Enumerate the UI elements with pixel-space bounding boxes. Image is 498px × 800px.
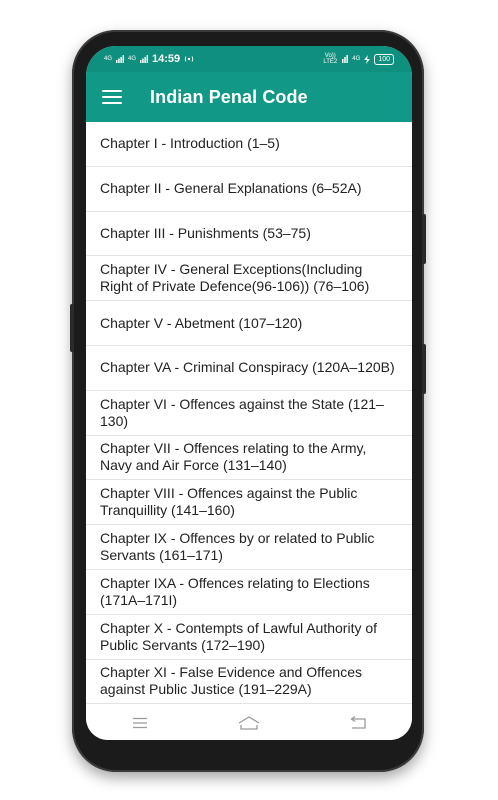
chapter-item[interactable]: Chapter I - Introduction (1–5) — [86, 122, 412, 167]
signal-icon — [116, 55, 124, 63]
chapter-item[interactable]: Chapter IV - General Exceptions(Including Right of Private Defence(96-106)) (76–106) — [86, 256, 412, 301]
chapter-item[interactable]: Chapter II - General Explanations (6–52A) — [86, 167, 412, 212]
chapter-item[interactable]: Chapter VA - Criminal Conspiracy (120A–120B) — [86, 346, 412, 391]
status-bar — [86, 46, 412, 72]
chapter-item[interactable]: Chapter VI - Offences against the State (121–130) — [86, 391, 412, 436]
hamburger-menu-icon[interactable] — [102, 90, 122, 104]
battery-indicator: 100 — [374, 54, 394, 65]
chapter-item[interactable]: Chapter III - Punishments (53–75) — [86, 212, 412, 257]
clock: 14:59 — [152, 53, 181, 65]
system-nav-bar — [86, 706, 412, 740]
app-title: Indian Penal Code — [150, 86, 308, 107]
chapter-item[interactable]: Chapter VII - Offences relating to the Army, Navy and Air Force (131–140) — [86, 436, 412, 481]
power-button — [422, 214, 426, 264]
chapter-item[interactable]: Chapter VIII - Offences against the Public Tranquillity (141–160) — [86, 480, 412, 525]
charging-icon — [364, 55, 370, 64]
hotspot-icon — [184, 55, 194, 63]
network-indicator-3: 4G — [352, 56, 361, 62]
phone-screen — [86, 46, 412, 740]
chapter-item[interactable]: Chapter X - Contempts of Lawful Authority of Public Servants (172–190) — [86, 615, 412, 660]
chapter-item[interactable]: Chapter XI - False Evidence and Offences against Public Justice (191–229A) — [86, 660, 412, 705]
network-indicator-1: 4G — [104, 56, 113, 62]
side-button — [422, 344, 426, 394]
signal-icon — [342, 55, 348, 63]
chapter-item[interactable]: Chapter IX - Offences by or related to Public Servants (161–171) — [86, 525, 412, 570]
app-bar — [86, 72, 412, 122]
network-indicator-2: 4G — [128, 56, 137, 62]
home-icon[interactable] — [234, 713, 264, 733]
chapter-list — [86, 122, 412, 706]
chapter-item[interactable]: Chapter IXA - Offences relating to Elections (171A–171I) — [86, 570, 412, 615]
volume-button — [70, 304, 74, 352]
signal-icon — [140, 55, 148, 63]
volte-indicator: Vo)) LTE2 — [323, 53, 338, 65]
recent-apps-icon[interactable] — [125, 713, 155, 733]
back-icon[interactable] — [343, 713, 373, 733]
chapter-item[interactable]: Chapter V - Abetment (107–120) — [86, 301, 412, 346]
